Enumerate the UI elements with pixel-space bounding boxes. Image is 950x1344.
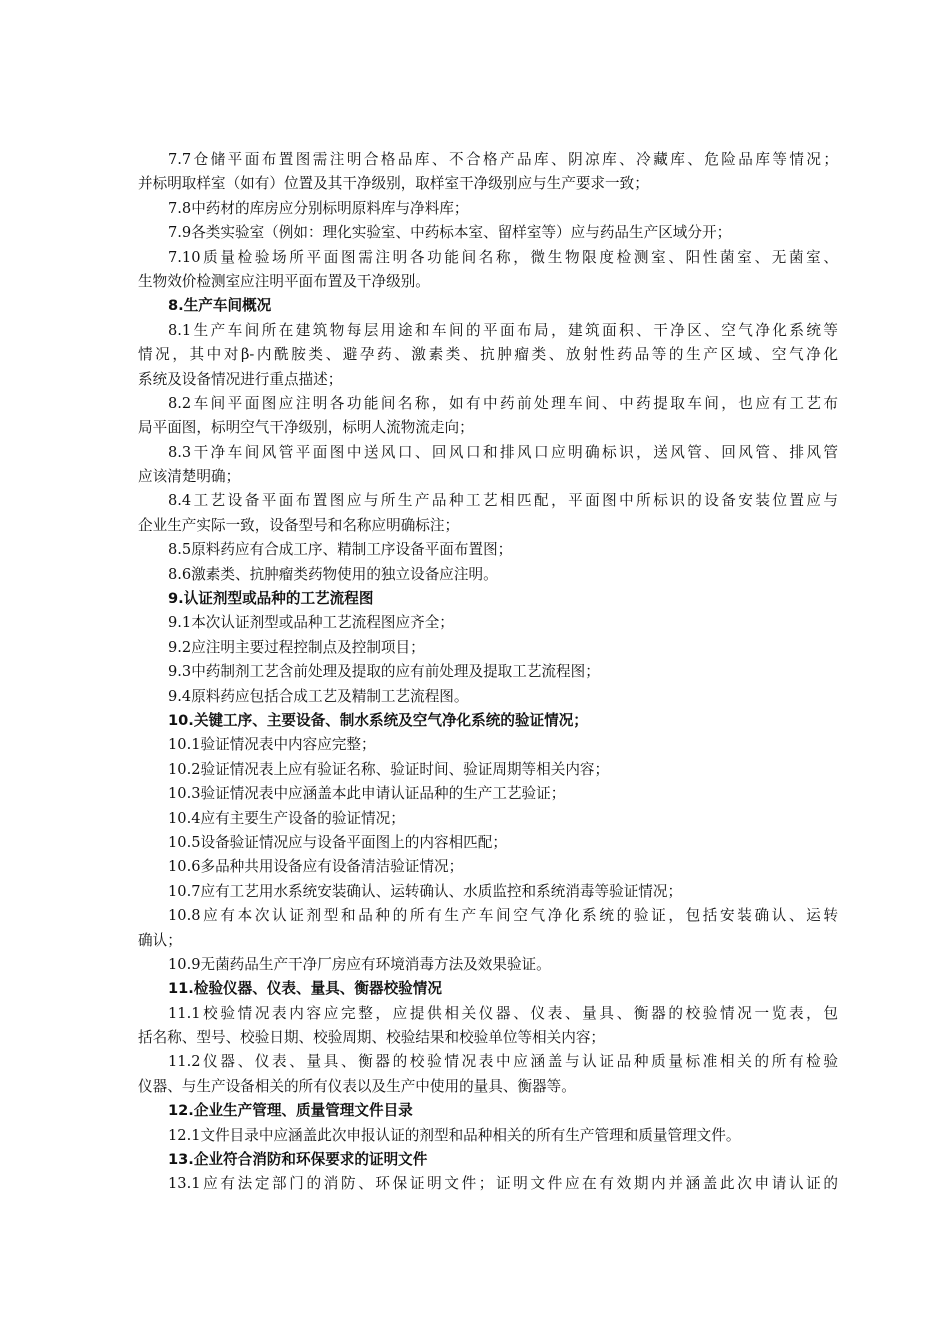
paragraph-line: 7.7仓储平面布置图需注明合格品库、不合格产品库、阴凉库、冷藏库、危险品库等情况； — [168, 151, 838, 168]
paragraph-line: 括名称、型号、校验日期、校验周期、校验结果和校验单位等相关内容； — [138, 1029, 606, 1047]
paragraph-line: 11.2仪器、仪表、量具、衡器的校验情况表中应涵盖与认证品种质量标准相关的所有检验 — [168, 1053, 838, 1071]
paragraph-line: 9.3中药制剂工艺含前处理及提取的应有前处理及提取工艺流程图； — [168, 663, 600, 681]
paragraph-line: 生物效价检测室应注明平面布置及干净级别。 — [138, 272, 430, 290]
paragraph-line: 10.5设备验证情况应与设备平面图上的内容相匹配； — [168, 833, 507, 851]
paragraph-line: 9.4原料药应包括合成工艺及精制工艺流程图。 — [168, 687, 469, 705]
paragraph-line: 并标明取样室（如有）位置及其干净级别，取样室干净级别应与生产要求一致； — [138, 175, 649, 193]
paragraph-line: 10.6多品种共用设备应有设备清洁验证情况； — [168, 858, 464, 876]
paragraph-line: 13.1应有法定部门的消防、环保证明文件；证明文件应在有效期内并涵盖此次申请认证的 — [168, 1175, 838, 1193]
paragraph-line: 11.1校验情况表内容应完整，应提供相关仪器、仪表、量具、衡器的校验情况一览表，包 — [168, 1004, 838, 1022]
paragraph-line: 10.3验证情况表中应涵盖本此申请认证品种的生产工艺验证； — [168, 785, 566, 803]
section-heading: 11.检验仪器、仪表、量具、衡器校验情况 — [168, 980, 442, 998]
paragraph-line: 8.2车间平面图应注明各功能间名称，如有中药前处理车间、中药提取车间，也应有工艺布 — [168, 394, 838, 412]
paragraph-line: 7.8中药材的库房应分别标明原料库与净料库； — [168, 199, 469, 217]
paragraph-line: 系统及设备情况进行重点描述； — [138, 370, 343, 388]
paragraph-line: 10.7应有工艺用水系统安装确认、运转确认、水质监控和系统消毒等验证情况； — [168, 882, 683, 900]
paragraph-line: 8.3干净车间风管平面图中送风口、回风口和排风口应明确标识，送风管、回风管、排风管 — [168, 443, 838, 461]
section-heading: 9.认证剂型或品种的工艺流程图 — [168, 590, 374, 608]
section-heading: 10.关键工序、主要设备、制水系统及空气净化系统的验证情况； — [168, 711, 588, 729]
paragraph-line: 10.2验证情况表上应有验证名称、验证时间、验证周期等相关内容； — [168, 760, 610, 778]
paragraph-line: 8.4工艺设备平面布置图应与所生产品种工艺相匹配，平面图中所标识的设备安装位置应与 — [168, 492, 838, 510]
paragraph-line: 8.6激素类、抗肿瘤类药物使用的独立设备应注明。 — [168, 565, 498, 583]
paragraph-line: 7.9各类实验室（例如：理化实验室、中药标本室、留样室等）应与药品生产区域分开； — [168, 224, 732, 242]
paragraph-line: 9.2应注明主要过程控制点及控制项目； — [168, 638, 425, 656]
paragraph-line: 情况，其中对β-内酰胺类、避孕药、激素类、抗肿瘤类、放射性药品等的生产区域、空气净化 — [138, 346, 838, 364]
paragraph-line: 10.1验证情况表中内容应完整； — [168, 736, 376, 754]
document-page — [138, 148, 838, 1197]
paragraph-line: 企业生产实际一致，设备型号和名称应明确标注； — [138, 516, 460, 534]
paragraph-line: 10.9无菌药品生产干净厂房应有环境消毒方法及效果验证。 — [168, 955, 551, 973]
paragraph-line: 8.5原料药应有合成工序、精制工序设备平面布置图； — [168, 541, 513, 559]
paragraph-line: 9.1本次认证剂型或品种工艺流程图应齐全； — [168, 614, 454, 632]
paragraph-line: 12.1文件目录中应涵盖此次申报认证的剂型和品种相关的所有生产管理和质量管理文件。 — [168, 1126, 741, 1144]
paragraph-line: 8.1生产车间所在建筑物每层用途和车间的平面布局，建筑面积、干净区、空气净化系统等 — [168, 321, 838, 339]
section-heading: 12.企业生产管理、质量管理文件目录 — [168, 1102, 413, 1120]
paragraph-line: 应该清楚明确； — [138, 468, 241, 486]
section-heading: 13.企业符合消防和环保要求的证明文件 — [168, 1151, 428, 1169]
paragraph-line: 局平面图，标明空气干净级别，标明人流物流走向； — [138, 419, 474, 437]
paragraph-line: 10.4应有主要生产设备的验证情况； — [168, 809, 405, 827]
paragraph-line: 确认； — [138, 931, 182, 949]
paragraph-line: 10.8应有本次认证剂型和品种的所有生产车间空气净化系统的验证，包括安装确认、运转 — [168, 907, 838, 925]
section-heading: 8.生产车间概况 — [168, 297, 272, 315]
paragraph-line: 仪器、与生产设备相关的所有仪表以及生产中使用的量具、衡器等。 — [138, 1077, 576, 1095]
paragraph-line: 7.10质量检验场所平面图需注明各功能间名称，微生物限度检测室、阳性菌室、无菌室、 — [168, 248, 838, 266]
